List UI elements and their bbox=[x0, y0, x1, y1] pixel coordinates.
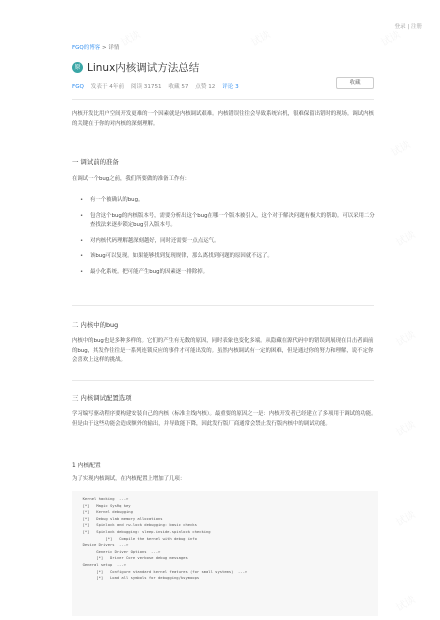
code-line: [*] Spinlock and rw-lock debugging: basic checks bbox=[78, 522, 197, 528]
breadcrumb bbox=[72, 43, 119, 51]
section-heading-preparation: 一 调试前的准备 bbox=[72, 158, 119, 166]
list-item: • 该bug可以复现。如果能够找到复现规律，那么离找到问题的原因就不远了。 bbox=[80, 252, 378, 262]
auth-separator: | bbox=[407, 24, 410, 30]
watermark: 试读 bbox=[394, 419, 418, 439]
breadcrumb-home-link[interactable]: FGQ的博客 bbox=[72, 45, 101, 51]
list-item: • 包含这个bug的内核版本号，需要分析出这个bug在哪一个版本被引入，这个对于解决问题有极大的帮助。可以采用二分查找法来逐步锁定bug引入版本号。 bbox=[80, 212, 378, 231]
breadcrumb-current: 详情 bbox=[108, 45, 120, 51]
subsection-heading-kernel-config: 1 内核配置 bbox=[72, 463, 101, 469]
section3-paragraph: 学习编写驱动程序要构建安装自己的内核（标准主线内核）。最重要的原因之一是：内核开发者已经建立了多项用于调试的功能。但是由于这些功能会造成额外的输出，并导致能下降，因此发行版厂商通常会禁止发行版内核中的调试功能。 bbox=[72, 411, 377, 427]
article-title: Linux内核调试方法总结 bbox=[87, 62, 200, 74]
divider bbox=[72, 380, 374, 381]
author-link[interactable]: FGQ bbox=[72, 84, 84, 90]
code-line: [*] Load all symbols for debugging/ksymoops bbox=[78, 575, 200, 581]
like-count: 点赞 12 bbox=[195, 84, 216, 90]
watermark: 试读 bbox=[119, 29, 143, 49]
watermark: 试读 bbox=[389, 139, 413, 159]
code-line: General setup ---> bbox=[78, 561, 127, 567]
subsection-paragraph: 为了实现内核调试，在内核配置上增加了几项： bbox=[72, 476, 186, 482]
breadcrumb-separator: > bbox=[100, 45, 109, 51]
section-heading-debug-config: 三 内核调试配置选项 bbox=[72, 394, 132, 402]
section-heading-kernel-bugs: 二 内核中的bug bbox=[72, 321, 119, 329]
config-code-block bbox=[72, 491, 378, 616]
favorite-count: 收藏 57 bbox=[168, 84, 189, 90]
watermark: 试读 bbox=[394, 329, 418, 349]
article-meta bbox=[72, 82, 244, 90]
code-line: Generic Driver Options ---> bbox=[78, 548, 161, 554]
code-line: Kernel hacking ---> bbox=[78, 496, 129, 501]
watermark: 试读 bbox=[394, 229, 418, 249]
comment-count-link[interactable]: 评论 3 bbox=[222, 84, 239, 90]
watermark: 试读 bbox=[379, 29, 403, 49]
publish-time: 发表于 4年前 bbox=[90, 84, 125, 90]
code-line: [*] Debug slab memory allocations bbox=[78, 515, 163, 521]
code-line: [*] Configure standard kernel features (for small systems) ---> bbox=[78, 568, 248, 574]
section2-paragraph: 内核中的bug也是多种多样的。它们的产生有无数的原因，同时表象也变化多端。从隐藏在源代码中的错误到展现在目击者面前的bug，其发作往往是一系列连锁反应的事件才可能出发的。虽然内核调试有一定的困难，但是通过你的努力和理解，说不定你会喜欢上这样的挑战。 bbox=[72, 338, 374, 363]
intro-paragraph: 内核开发比用户空间开发更难的一个因素就是内核调试艰难。内核错误往往会导致系统宕机，很难保留出错时的现场。调试内核的关键在于你的对内核的深刻理解。 bbox=[72, 111, 374, 127]
read-count: 阅读 31751 bbox=[130, 84, 162, 90]
code-line: Device Drivers ---> bbox=[78, 542, 129, 548]
code-line: [*] Magic SysRq key bbox=[78, 502, 131, 508]
divider bbox=[72, 99, 374, 100]
code-line: [*] Driver Core verbose debug messages bbox=[78, 555, 188, 561]
list-item: • 有一个被确认的bug。 bbox=[80, 196, 378, 206]
original-badge-icon: 原 bbox=[72, 62, 83, 73]
list-item: • 对内核代码理解越深刻越好，同时还需要一点点运气。 bbox=[80, 237, 378, 247]
login-link[interactable]: 登录 bbox=[394, 24, 406, 30]
article-title-row bbox=[72, 60, 199, 75]
list-item: • 最小化系统。把可能产生bug的因素逐一排除掉。 bbox=[80, 268, 378, 278]
code-line: [*] Spinlock debugging: sleep-inside-spinlock checking bbox=[78, 528, 211, 534]
auth-links bbox=[395, 22, 422, 30]
code-line: [*] Compile the kernel with debug info bbox=[78, 535, 197, 541]
divider bbox=[72, 305, 374, 306]
favorite-button[interactable]: 收藏 bbox=[336, 77, 374, 89]
watermark: 试读 bbox=[394, 509, 418, 529]
watermark: 试读 bbox=[394, 594, 418, 614]
preparation-list bbox=[80, 196, 378, 277]
watermark: 试读 bbox=[249, 29, 273, 49]
register-link[interactable]: 注册 bbox=[410, 24, 422, 30]
section1-intro: 在调试一个bug之前，我们所要做的准备工作有： bbox=[72, 176, 191, 182]
code-line: [*] Kernel debugging bbox=[78, 509, 133, 515]
